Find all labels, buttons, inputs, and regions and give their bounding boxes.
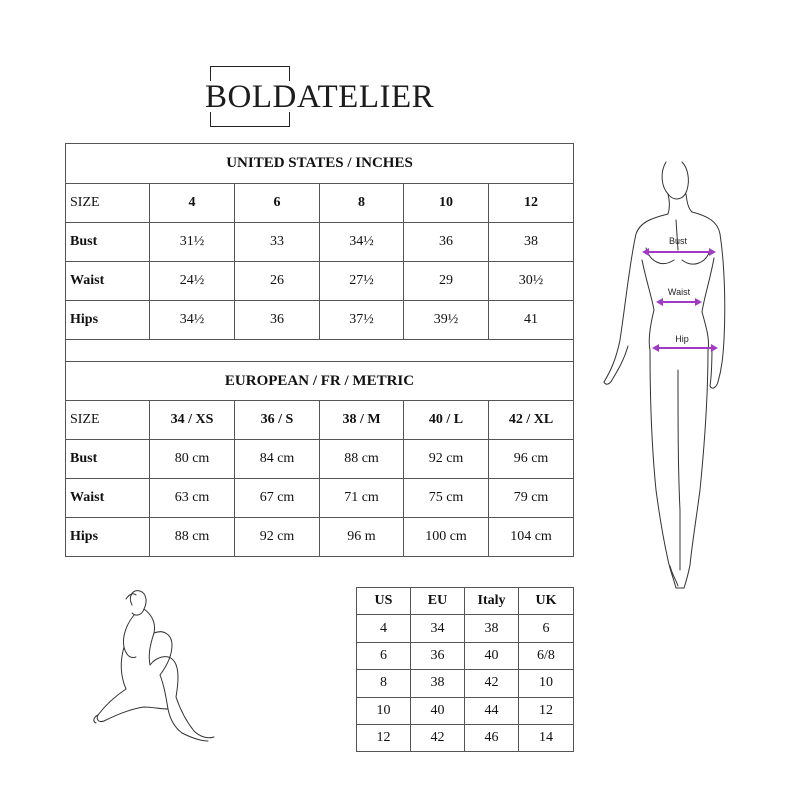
table-cell: 24½ [150, 262, 235, 301]
brand-logo [205, 66, 435, 134]
us-section-title: UNITED STATES / INCHES [66, 144, 574, 184]
table-cell: 92 cm [404, 440, 489, 479]
table-cell: 92 cm [235, 518, 320, 557]
brand-name: BOLDATELIER [205, 79, 435, 115]
conversion-header-row [357, 588, 574, 615]
eu-size-header-row [66, 401, 574, 440]
row-label: Bust [66, 223, 150, 262]
table-cell: 96 m [320, 518, 404, 557]
table-cell: 10 [519, 670, 574, 697]
table-cell: 96 cm [489, 440, 574, 479]
seated-figure-illustration [90, 585, 225, 745]
bust-label: Bust [668, 236, 688, 246]
eu-section-title-row [66, 362, 574, 401]
table-row [66, 440, 574, 479]
us-size: 6 [235, 184, 320, 223]
table-row [357, 670, 574, 697]
row-label: Hips [66, 301, 150, 340]
row-label: Hips [66, 518, 150, 557]
table-cell: 12 [519, 697, 574, 724]
eu-size: 36 / S [235, 401, 320, 440]
table-cell: 42 [465, 670, 519, 697]
table-cell: 37½ [320, 301, 404, 340]
column-header: US [357, 588, 411, 615]
spacer-cell [66, 340, 574, 362]
table-row [66, 262, 574, 301]
table-row [66, 301, 574, 340]
table-cell: 38 [411, 670, 465, 697]
table-cell: 34½ [150, 301, 235, 340]
table-cell: 6 [357, 642, 411, 669]
column-header: UK [519, 588, 574, 615]
table-cell: 27½ [320, 262, 404, 301]
table-cell: 10 [357, 697, 411, 724]
table-cell: 104 cm [489, 518, 574, 557]
table-cell: 67 cm [235, 479, 320, 518]
us-size: 4 [150, 184, 235, 223]
table-cell: 34½ [320, 223, 404, 262]
column-header: EU [411, 588, 465, 615]
table-cell: 63 cm [150, 479, 235, 518]
table-cell: 80 cm [150, 440, 235, 479]
row-label: Bust [66, 440, 150, 479]
logo-frame-bottom [210, 112, 290, 127]
table-cell: 6/8 [519, 642, 574, 669]
eu-size: 38 / M [320, 401, 404, 440]
table-cell: 41 [489, 301, 574, 340]
table-row [357, 642, 574, 669]
table-cell: 100 cm [404, 518, 489, 557]
table-row [66, 223, 574, 262]
measurement-figure-illustration [590, 150, 750, 600]
table-row [66, 479, 574, 518]
us-size-header-row [66, 184, 574, 223]
table-cell: 71 cm [320, 479, 404, 518]
us-size: 8 [320, 184, 404, 223]
row-label: Waist [66, 262, 150, 301]
table-row [357, 697, 574, 724]
column-header: Italy [465, 588, 519, 615]
table-cell: 40 [411, 697, 465, 724]
eu-section-title: EUROPEAN / FR / METRIC [66, 362, 574, 401]
us-size: 10 [404, 184, 489, 223]
us-section-title-row [66, 144, 574, 184]
spacer-row [66, 340, 574, 362]
row-label: Waist [66, 479, 150, 518]
table-cell: 36 [411, 642, 465, 669]
waist-label: Waist [667, 287, 691, 297]
table-cell: 36 [235, 301, 320, 340]
table-cell: 46 [465, 724, 519, 751]
size-chart-table [65, 143, 574, 557]
size-conversion-table [356, 587, 574, 752]
table-cell: 29 [404, 262, 489, 301]
table-row [66, 518, 574, 557]
table-cell: 88 cm [320, 440, 404, 479]
eu-size: 40 / L [404, 401, 489, 440]
table-cell: 88 cm [150, 518, 235, 557]
table-cell: 79 cm [489, 479, 574, 518]
table-cell: 14 [519, 724, 574, 751]
table-cell: 38 [489, 223, 574, 262]
eu-size: 42 / XL [489, 401, 574, 440]
table-cell: 36 [404, 223, 489, 262]
us-size: 12 [489, 184, 574, 223]
size-label: SIZE [66, 184, 150, 223]
table-cell: 33 [235, 223, 320, 262]
size-label: SIZE [66, 401, 150, 440]
table-cell: 44 [465, 697, 519, 724]
table-cell: 40 [465, 642, 519, 669]
table-row [357, 615, 574, 642]
table-cell: 39½ [404, 301, 489, 340]
table-cell: 12 [357, 724, 411, 751]
table-cell: 84 cm [235, 440, 320, 479]
table-cell: 75 cm [404, 479, 489, 518]
table-cell: 30½ [489, 262, 574, 301]
table-cell: 26 [235, 262, 320, 301]
table-cell: 8 [357, 670, 411, 697]
eu-size: 34 / XS [150, 401, 235, 440]
table-cell: 42 [411, 724, 465, 751]
table-cell: 34 [411, 615, 465, 642]
table-cell: 6 [519, 615, 574, 642]
hip-label: Hip [675, 334, 689, 344]
table-row [357, 724, 574, 751]
table-cell: 4 [357, 615, 411, 642]
table-cell: 38 [465, 615, 519, 642]
table-cell: 31½ [150, 223, 235, 262]
